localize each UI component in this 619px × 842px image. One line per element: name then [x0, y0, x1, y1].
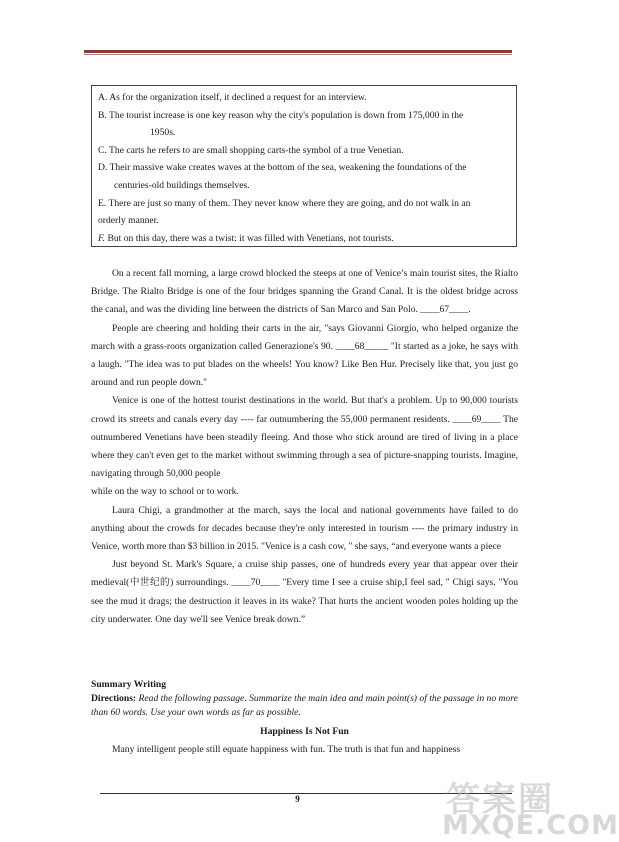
option-text: The tourist increase is one key reason why the city's population is down from 175,000 in the [109, 109, 464, 121]
option-a [98, 89, 511, 107]
watermark-top-text: 答案圈 [446, 780, 554, 820]
paragraph-3: Venice is one of the hottest tourist destinations in the world. But that's a problem. Up to 90,000 tourists crowd its streets and canals every day ---- far outnumbering the 55,000 permanent residents. ____69____ The outnumbered Venetians have been steadily fleeing. And those who stick around are tired of living in a place where they can't even get to the market without swimming through a sea of picture-snapping tourists. Imagine, navigating through 50,000 people [91, 395, 518, 480]
summary-heading: Summary Writing [91, 679, 167, 690]
option-label: F. [98, 232, 106, 244]
summary-passage-title: Happiness Is Not Fun [260, 726, 349, 737]
option-text: Their massive wake creates waves at the bottom of the sea, weakening the foundations of the [109, 162, 467, 174]
paragraph-1: On a recent fall morning, a large crowd blocked the steeps at one of Venice’s main tourist sites, the Rialto Bridge. The Rialto Bridge is one of the four bridges spanning the Grand Canal. It is the oldest bridge across the canal, and was the dividing line between the districts of San Marco and San Polo. ____67____. [91, 268, 518, 316]
header-rule-thin [84, 54, 512, 55]
watermark-bottom-text: MXQE.COM [442, 810, 619, 841]
option-continuation: orderly manner. [98, 215, 159, 227]
page-number: 9 [295, 794, 300, 804]
option-d [98, 159, 511, 194]
option-f [98, 230, 511, 248]
watermark-logo [438, 772, 619, 842]
option-label: B. [98, 109, 107, 121]
reading-passage [91, 265, 518, 629]
option-label: C. [98, 144, 107, 156]
summary-section [91, 678, 518, 758]
option-text: But on this day, there was a twist: it was filled with Venetians, not tourists. [107, 232, 394, 244]
paragraph-3-continued: while on the way to school or to work. [91, 486, 239, 498]
option-continuation: 1950s. [150, 127, 176, 139]
options-box [91, 85, 517, 247]
option-b [98, 107, 511, 142]
option-label: D. [98, 162, 108, 174]
option-text: There are just so many of them. They never know where they are going, and do not walk in an [108, 197, 471, 209]
directions-label: Directions: [91, 693, 137, 704]
summary-passage-body: Many intelligent people still equate happiness with fun. The truth is that fun and happiness [112, 744, 461, 755]
directions-text: Read the following passage. Summarize the main idea and main point(s) of the passage in no more than 60 words. Use your own words as far as possible. [91, 693, 518, 718]
option-c [98, 142, 511, 160]
option-text: The carts he refers to are small shopping carts-the symbol of a true Venetian. [109, 144, 404, 156]
header-rule [84, 50, 512, 53]
option-text: As for the organization itself, it declined a request for an interview. [109, 92, 367, 103]
option-e [98, 195, 511, 230]
option-label: E. [98, 197, 107, 209]
option-label: A. [98, 92, 108, 103]
option-continuation: centuries-old buildings themselves. [114, 179, 250, 191]
paragraph-4: Laura Chigi, a grandmother at the march, says the local and national governments have failed to do anything about the crowds for decades because they're only interested in tourism ---- the primary industry in Venice, worth more than $3 billion in 2015. "Venice is a cash cow, " she says, “and everyone wants a piece [91, 504, 518, 553]
summary-directions [91, 692, 518, 720]
paragraph-5: Just beyond St. Mark's Square, a cruise ship passes, one of hundreds every year that appear over their medieval(中世纪的) surroundings. ____70____ "Every time I see a cruise ship,I feel sad, " Chigi says. "You see the mud it drags; the destruction it leaves in its wake? That hurts the ancient wooden poles holding up the city underwater. One day we'll see Venice break down.” [91, 559, 518, 625]
paragraph-2: People are cheering and holding their carts in the air, "says Giovanni Giorgio, who helped organize the march with a grass-roots organization called Generazione's 90. ____68_____ "It started as a joke, he says with a laugh. "The idea was to put blades on the wheels! You know? Like Ben Hur. Precisely like that, you just go around and run people down." [91, 322, 518, 389]
